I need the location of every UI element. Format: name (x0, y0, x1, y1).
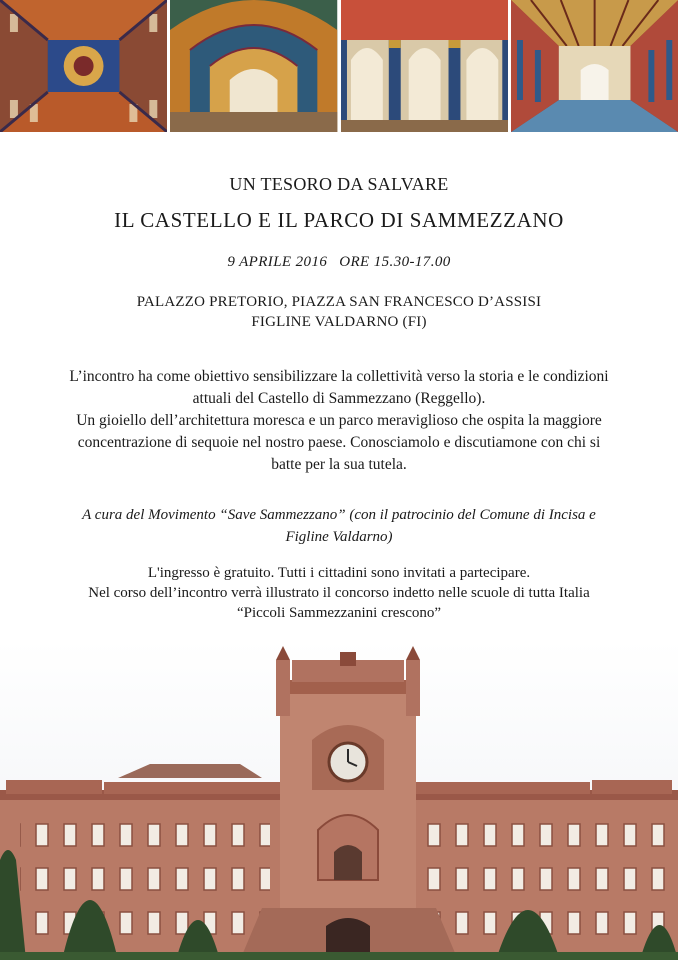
colonnade-photo (341, 0, 508, 132)
arched-hall-photo (170, 0, 337, 132)
description-line-3: Un gioiello dell’architettura moresca e un parco meraviglioso che ospita la maggiore (76, 412, 602, 429)
venue-line-2: FIGLINE VALDARNO (FI) (251, 314, 427, 330)
event-title: IL CASTELLO E IL PARCO DI SAMMEZZANO (114, 208, 564, 232)
event-venue (0, 292, 678, 332)
castle-photo (0, 640, 678, 960)
entry-info (0, 563, 678, 623)
description-line-4: concentrazione di sequoie nel nostro paese. Conosciamolo e discutiamone con chi si (77, 434, 601, 451)
event-description (0, 366, 678, 476)
event-subtitle: UN TESORO DA SALVARE (229, 174, 449, 194)
curated-line-1: A cura del Movimento “Save Sammezzano” (con il patrocinio del Comune di Incisa e (82, 507, 596, 523)
entry-line-2: Nel corso dell’incontro verrà illustrato il concorso indetto nelle scuole di tutta Italia (88, 585, 590, 601)
description-line-2: attuali del Castello di Sammezzano (Reggello). (192, 390, 486, 407)
description-line-5: batte per la sua tutela. (271, 456, 407, 473)
description-line-1: L’incontro ha come obiettivo sensibilizzare la collettività verso la storia e le condizioni (69, 368, 609, 385)
photo-strip (0, 0, 678, 132)
event-time: ORE 15.30-17.00 (339, 254, 451, 270)
gallery-hall-photo (511, 0, 678, 132)
event-datetime (0, 254, 678, 271)
entry-line-1: L'ingresso è gratuito. Tutti i cittadini sono invitati a partecipare. (147, 565, 531, 581)
venue-line-1: PALAZZO PRETORIO, PIAZZA SAN FRANCESCO D’ASSISI (136, 294, 542, 310)
event-date: 9 APRILE 2016 (227, 254, 328, 270)
entry-line-3: “Piccoli Sammezzanini crescono” (236, 605, 442, 621)
curated-line-2: Figline Valdarno) (285, 529, 393, 545)
ceiling-dome-photo (0, 0, 167, 132)
curated-by (0, 504, 678, 548)
